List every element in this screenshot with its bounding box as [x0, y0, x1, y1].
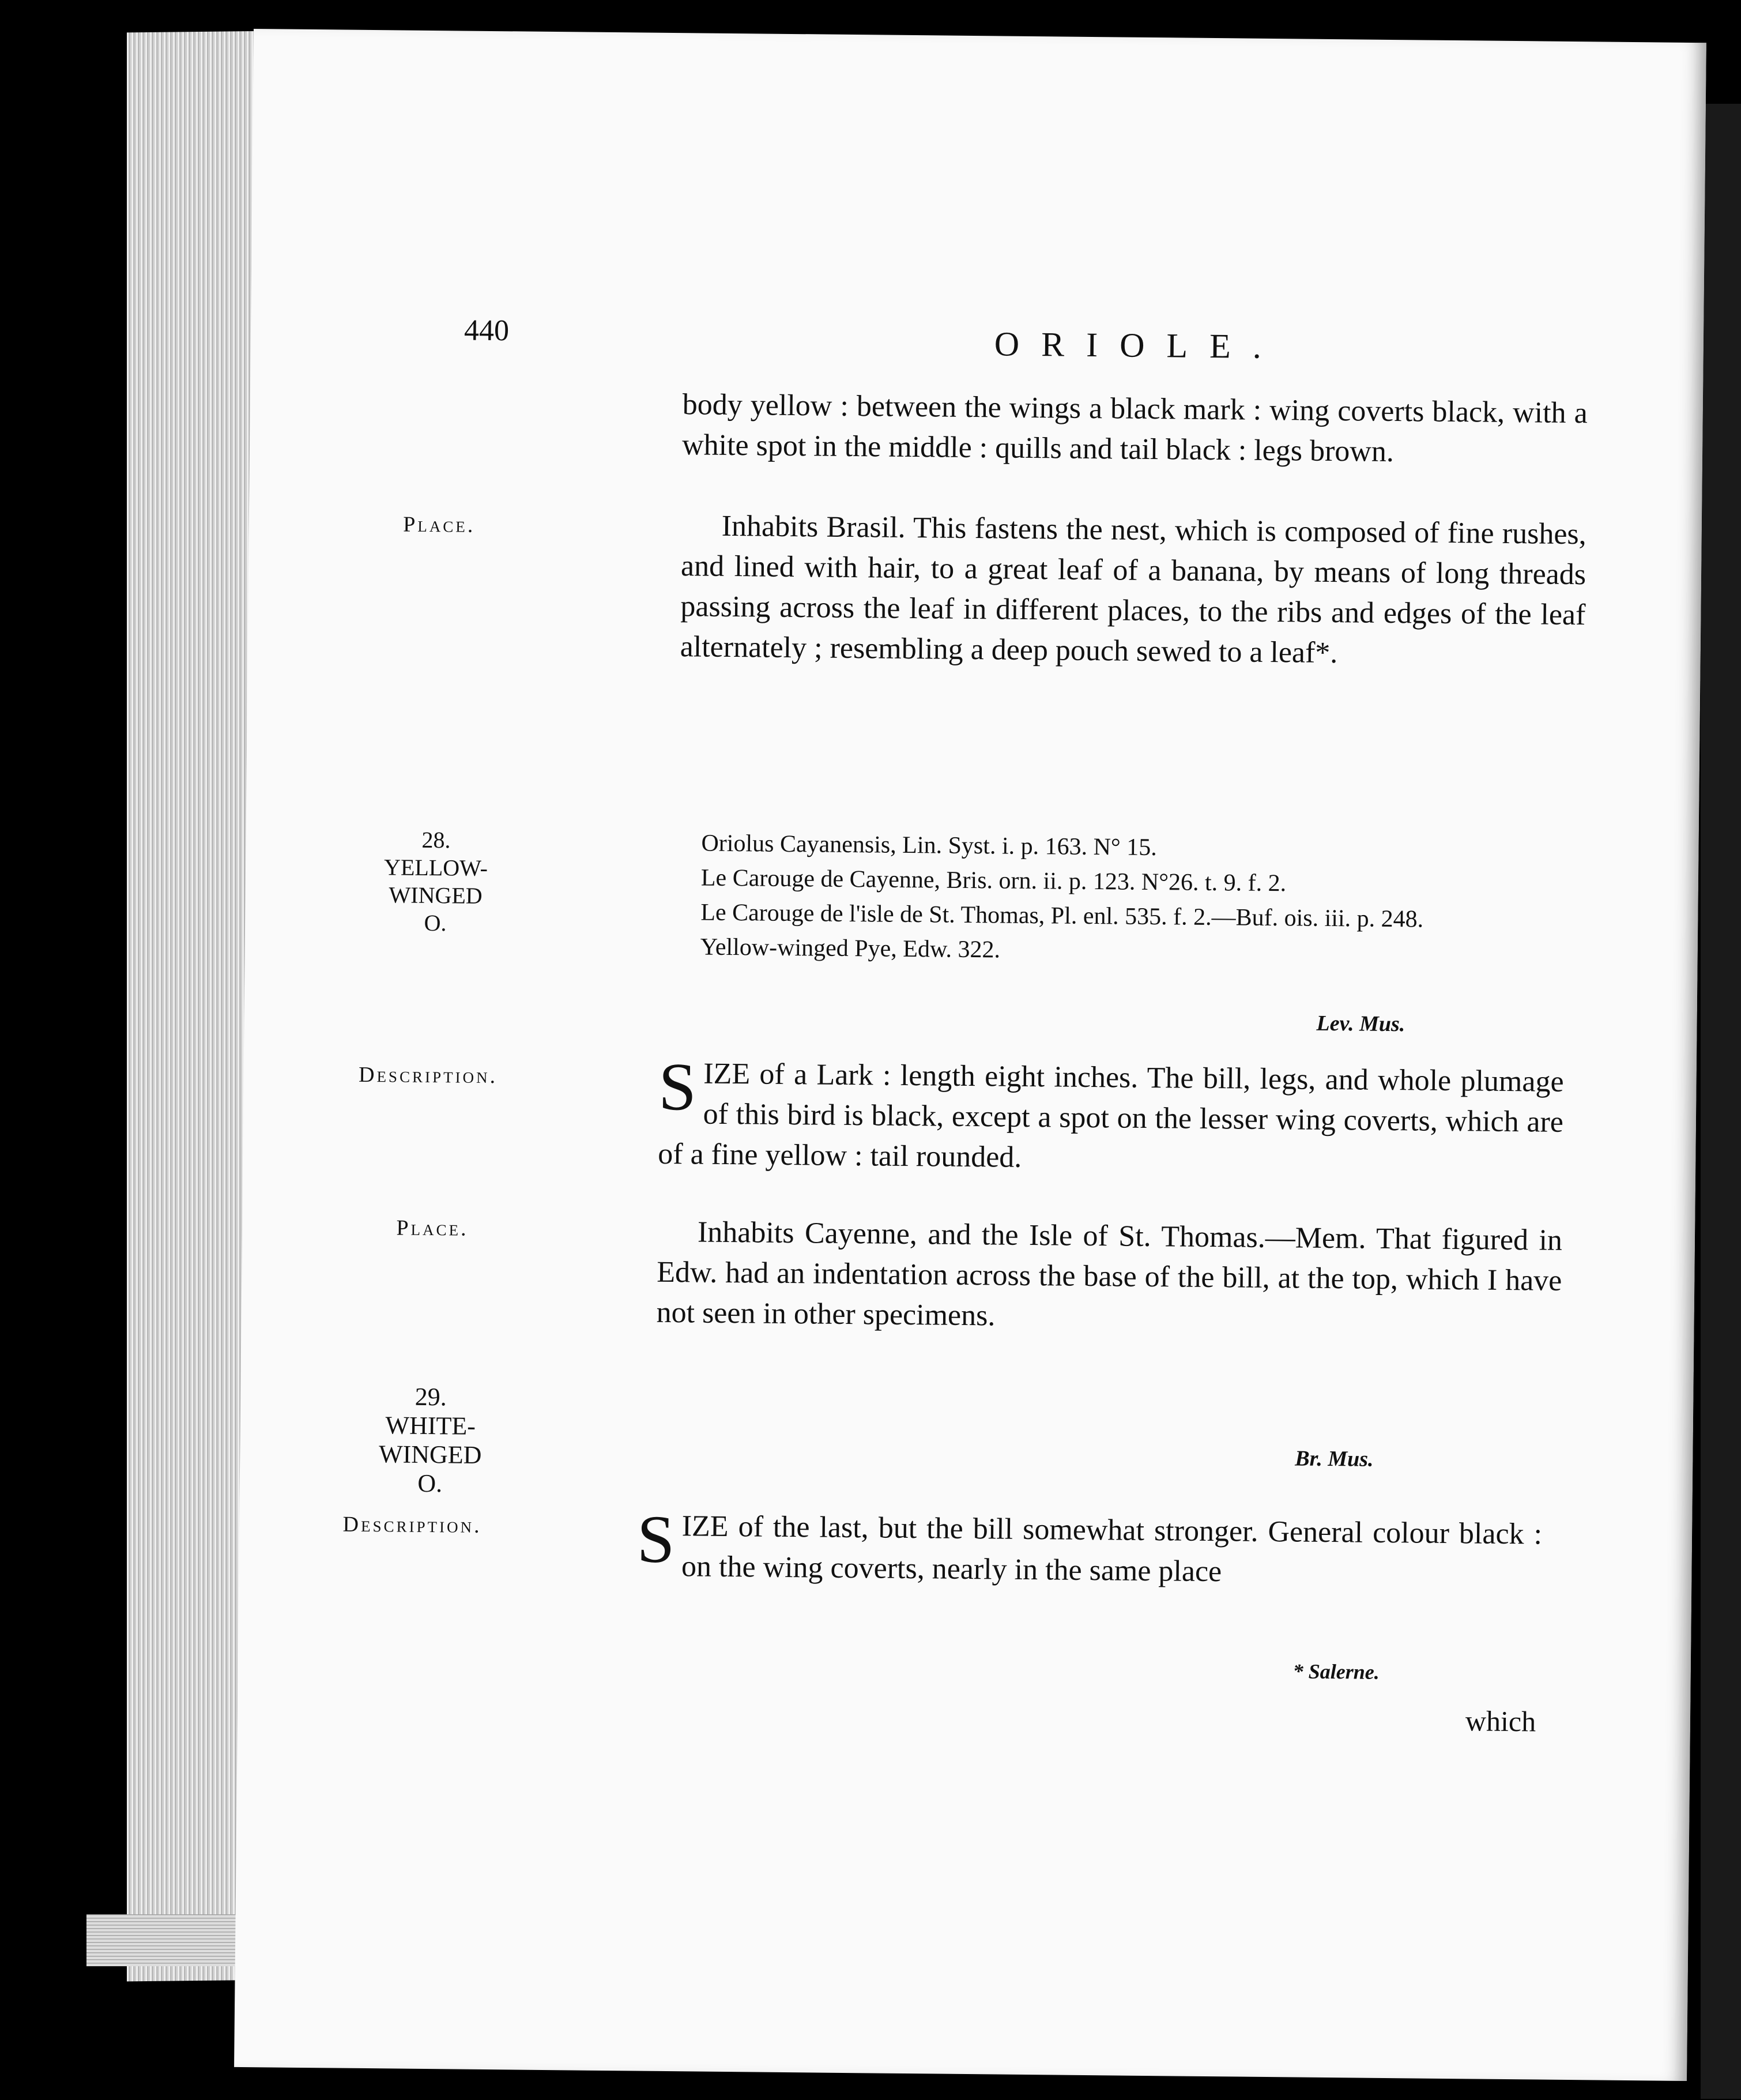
prev-entry-description: [682, 385, 1588, 474]
synonym-line: Le Carouge de l'isle de St. Thomas, Pl. enl. 535. f. 2.—Buf. ois. iii. p. 248.: [700, 899, 1424, 933]
entry-28-description-label: Description.: [358, 1062, 498, 1089]
entry-28-name-line2: WINGED: [389, 882, 483, 909]
entry-28-number: 28.: [421, 826, 451, 853]
prev-entry-body-text: body yellow : between the wings a black mark : wing coverts black, with a white spot in the middle : quills and tail black : legs brown.: [681, 388, 1588, 469]
synonym-line: Yellow-winged Pye, Edw. 322.: [700, 934, 1001, 964]
entry-28-place-text: Inhabits Cayenne, and the Isle of St. Thomas.—Mem. That figured in Edw. had an indentation across the base of the bill, at the top, which I have not seen in other specimens.: [656, 1215, 1563, 1333]
entry-28-place-label: Place.: [396, 1215, 469, 1241]
entry-28-synonymy: [700, 826, 1612, 973]
entry-29-description-label: Description.: [342, 1512, 482, 1538]
entry-29-number: 29.: [414, 1382, 447, 1412]
entry-29-name-line1: WHITE-: [385, 1411, 476, 1440]
entry-28-description-para: [658, 1048, 1564, 1183]
entry-28-description: [658, 1048, 1564, 1183]
entry-29-dropcap: S: [636, 1501, 676, 1578]
running-title: ORIOLE.: [994, 325, 1284, 366]
footnote: * Salerne.: [1292, 1659, 1380, 1684]
entry-28-description-text: IZE of a Lark : length eight inches. The bill, legs, and whole plumage of this bird is black, except a spot on the lesser wing coverts, which are of a fine yellow : tail rounded.: [658, 1057, 1564, 1174]
prev-entry-place-label: Place.: [402, 512, 476, 537]
catchword: which: [1465, 1704, 1536, 1738]
entry-28-heading: [349, 826, 523, 938]
entry-29-description: [636, 1501, 1543, 1595]
prev-entry-place-text: Inhabits Brasil. This fastens the nest, which is composed of fine rushes, and lined with hair, to a great leaf of a banana, by means of long threads passing across the leaf in different places, to the ribs and edges of the leaf alternately ; resembling a deep pouch sewed to a leaf*.: [680, 509, 1587, 670]
entry-28-name-line1: YELLOW-: [383, 854, 488, 881]
entry-29-description-para: [636, 1501, 1543, 1595]
scan-border-right: [1701, 104, 1741, 2099]
entry-29-name-line3: O.: [417, 1469, 443, 1498]
entry-28-museum: Lev. Mus.: [1316, 1011, 1405, 1037]
entry-28-place: [656, 1212, 1562, 1342]
prev-entry-place: [680, 506, 1587, 676]
entry-29-name-line2: WINGED: [378, 1440, 482, 1469]
entry-29-museum: Br. Mus.: [1295, 1446, 1374, 1471]
book-page: [234, 29, 1706, 2081]
entry-29-heading: [344, 1382, 518, 1499]
entry-28-name-line3: O.: [424, 909, 447, 936]
entry-28-dropcap: S: [658, 1048, 697, 1125]
synonym-line: Oriolus Cayanensis, Lin. Syst. i. p. 163. N° 15.: [701, 830, 1157, 861]
page-number: 440: [463, 314, 510, 348]
entry-29-description-text: IZE of the last, but the bill somewhat stronger. General colour black : on the wing coverts, nearly in the same place: [681, 1510, 1543, 1589]
synonym-line: Le Carouge de Cayenne, Bris. orn. ii. p. 123. N°26. t. 9. f. 2.: [700, 864, 1287, 897]
